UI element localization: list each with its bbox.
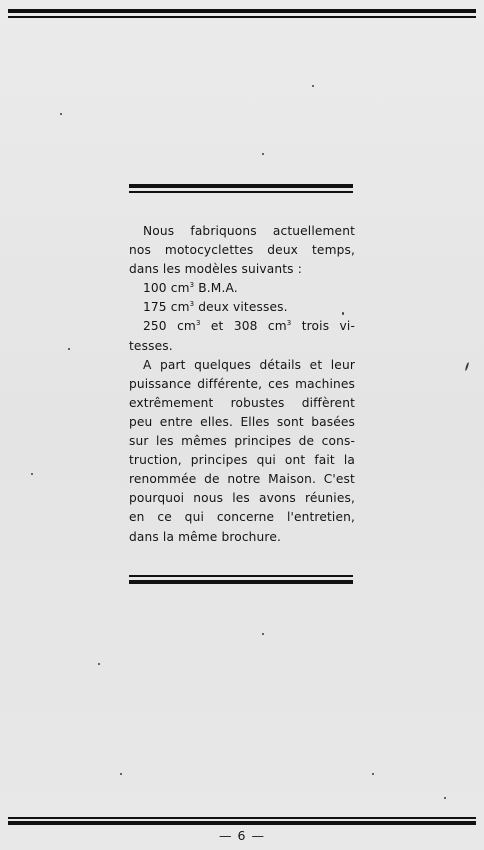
text-line: dans les modèles suivants : xyxy=(129,262,302,277)
paper-speck xyxy=(98,663,100,665)
text-line: nos motocyclettes deux temps, xyxy=(129,243,355,258)
paper-speck xyxy=(68,348,70,350)
text-line: A part quelques détails et leur xyxy=(143,357,355,372)
top-rule-thin xyxy=(8,16,476,18)
text-line: Nous fabriquons actuellement xyxy=(143,224,355,238)
model-line: 250 $cm^3$ et 308 $cm^3$ trois vi- xyxy=(143,319,355,334)
text-line: truction, principes qui ont fait la xyxy=(129,453,355,468)
text-line: tesses. xyxy=(129,338,173,353)
paper-speck xyxy=(312,85,314,87)
bottom-rule-thin xyxy=(8,817,476,819)
text-line: pourquoi nous les avons réunies, xyxy=(129,491,355,506)
paper-speck xyxy=(60,113,62,115)
paper-speck xyxy=(465,362,470,371)
paper-speck xyxy=(262,633,264,635)
text-line: peu entre elles. Elles sont basées xyxy=(129,414,355,429)
box-top-rule-thick xyxy=(129,184,353,188)
text-line: puissance différente, ces machines xyxy=(129,376,355,391)
page-number: — 6 — xyxy=(219,828,265,843)
paper-speck xyxy=(444,797,446,799)
model-line: 175 $cm^3$ deux vitesses. xyxy=(143,300,288,315)
paper-speck xyxy=(372,773,374,775)
text-line: en ce qui concerne l'entretien, xyxy=(129,510,355,525)
top-rule-thick xyxy=(8,9,476,13)
paper-speck xyxy=(31,473,33,475)
paper-speck xyxy=(342,312,344,315)
text-line: extrêmement robustes diffèrent xyxy=(129,395,355,410)
paper-speck xyxy=(120,773,122,775)
text-line: renommée de notre Maison. C'est xyxy=(129,472,355,487)
box-bottom-rule-thin xyxy=(129,575,353,577)
bottom-rule-thick xyxy=(8,821,476,825)
box-bottom-rule-thick xyxy=(129,580,353,584)
model-line: 100 $cm^3$ B.M.A. xyxy=(143,281,238,296)
paper-speck xyxy=(262,153,264,155)
text-line: dans la même brochure. xyxy=(129,529,281,544)
box-top-rule-thin xyxy=(129,191,353,193)
body-text xyxy=(129,222,355,547)
text-line: sur les mêmes principes de cons- xyxy=(129,434,355,449)
